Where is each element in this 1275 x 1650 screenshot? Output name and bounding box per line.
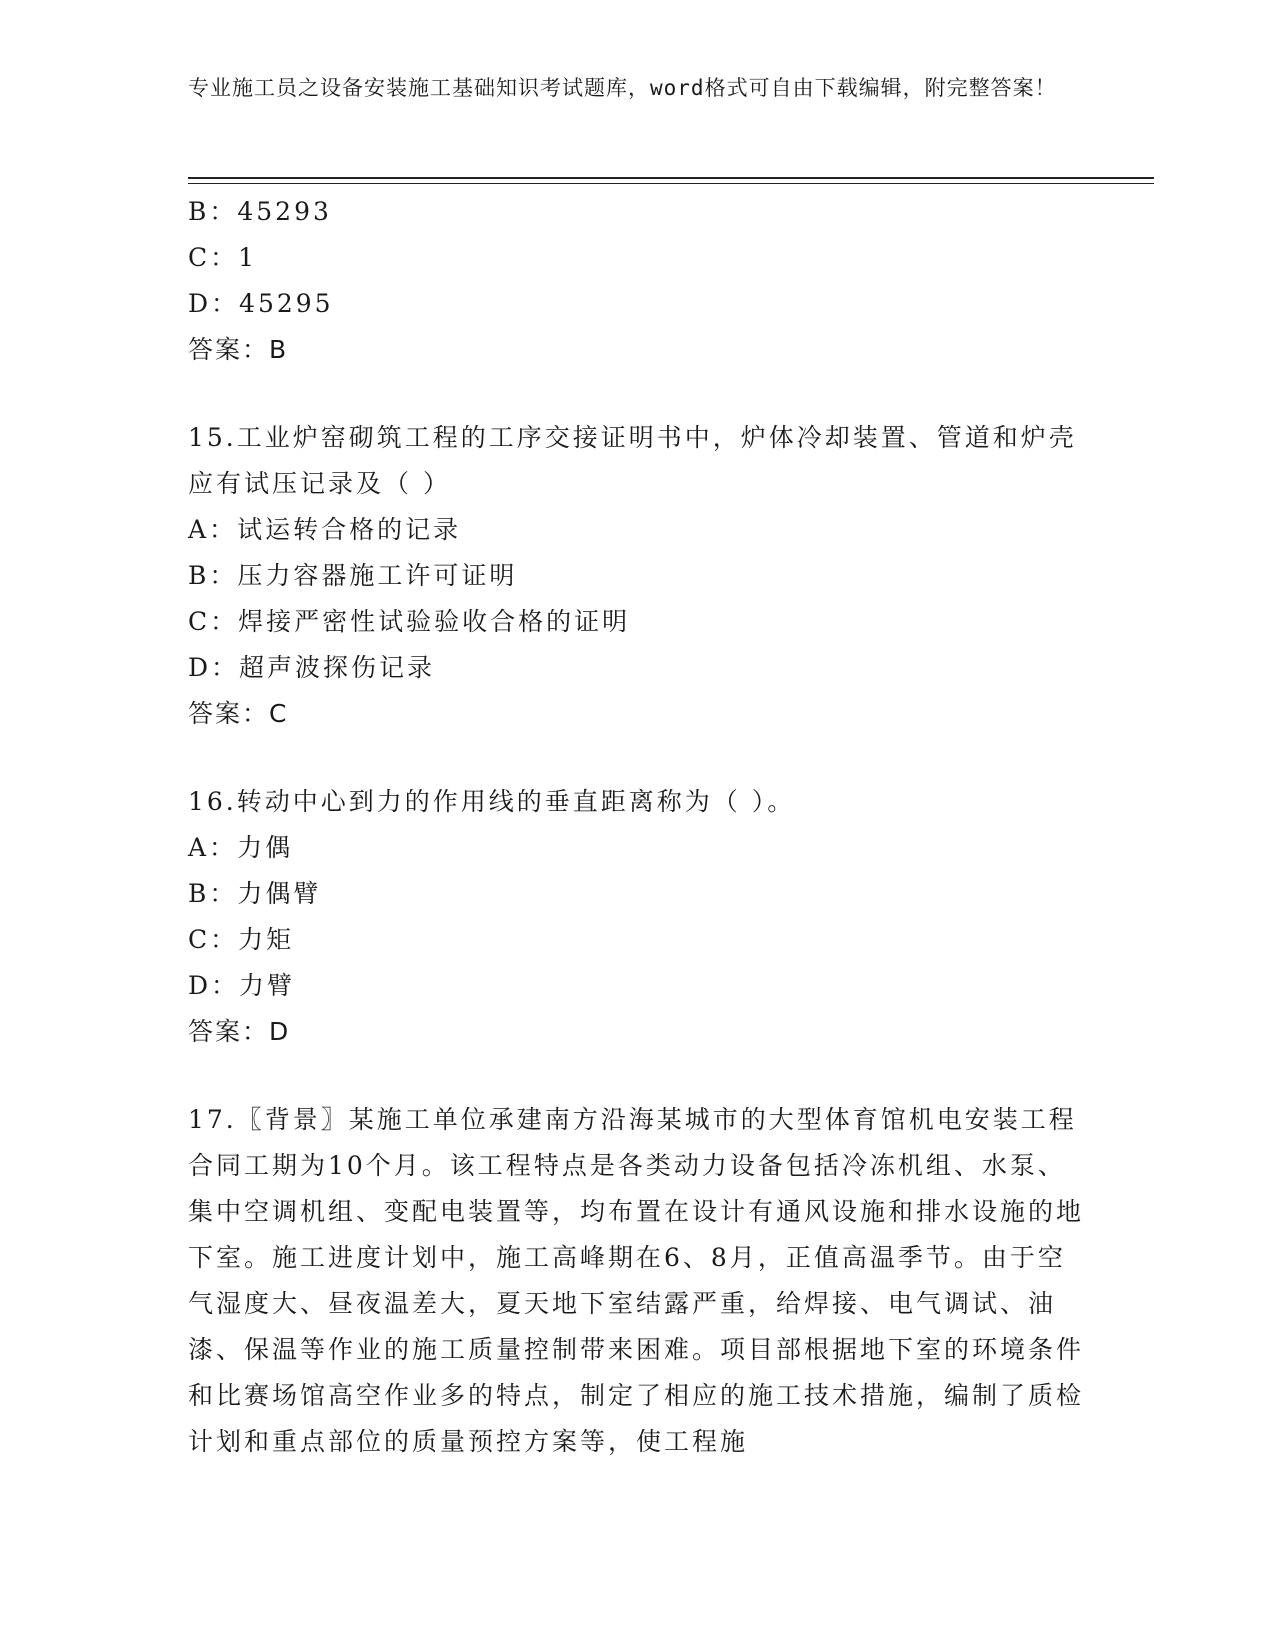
option-c — [188, 917, 1088, 963]
option-label: C： — [188, 607, 239, 636]
question-17 — [188, 1097, 1088, 1465]
option-text: 力偶臂 — [237, 879, 322, 908]
option-text: 力矩 — [238, 925, 295, 954]
option-label: D： — [188, 971, 240, 1000]
document-header: 专业施工员之设备安装施工基础知识考试题库，word格式可自由下载编辑，附完整答案！ — [188, 76, 1057, 100]
option-text: 焊接严密性试验验收合格的证明 — [238, 607, 631, 636]
option-text: 超声波探伤记录 — [239, 653, 436, 682]
option-text: 试运转合格的记录 — [237, 515, 462, 544]
option-label: A： — [188, 515, 238, 544]
option-label: D： — [188, 289, 240, 318]
option-label: B： — [188, 879, 238, 908]
option-d — [188, 281, 1088, 327]
option-a — [188, 507, 1088, 553]
option-label: B： — [188, 197, 238, 226]
option-text: 45295 — [239, 289, 334, 318]
answer: 答案：B — [188, 335, 289, 364]
option-b — [188, 553, 1088, 599]
question-14-tail — [188, 189, 1088, 373]
answer: 答案：D — [188, 1017, 291, 1046]
option-a — [188, 825, 1088, 871]
header-divider-thin — [188, 183, 1154, 184]
spacer — [188, 373, 1088, 415]
option-label: B： — [188, 561, 238, 590]
header-divider — [188, 177, 1154, 179]
answer: 答案：C — [188, 699, 289, 728]
spacer — [188, 737, 1088, 779]
option-text: 力偶 — [237, 833, 294, 862]
option-b — [188, 189, 1088, 235]
option-text: 力臂 — [239, 971, 296, 1000]
question-15 — [188, 415, 1088, 737]
question-16 — [188, 779, 1088, 1055]
question-text: 16.转动中心到力的作用线的垂直距离称为（ ）。 — [188, 787, 796, 816]
option-text: 45293 — [237, 197, 332, 226]
question-text: 15.工业炉窑砌筑工程的工序交接证明书中，炉体冷却装置、管道和炉壳应有试压记录及（ ） — [188, 423, 1077, 498]
option-label: A： — [188, 833, 238, 862]
option-b — [188, 871, 1088, 917]
option-label: D： — [188, 653, 240, 682]
option-text: 1 — [238, 243, 258, 272]
question-content — [188, 189, 1088, 1465]
option-d — [188, 645, 1088, 691]
option-c — [188, 599, 1088, 645]
option-text: 压力容器施工许可证明 — [237, 561, 518, 590]
option-c — [188, 235, 1088, 281]
option-d — [188, 963, 1088, 1009]
option-label: C： — [188, 243, 239, 272]
spacer — [188, 1055, 1088, 1097]
option-label: C： — [188, 925, 239, 954]
question-text: 17.〖背景〗某施工单位承建南方沿海某城市的大型体育馆机电安装工程合同工期为10个月。该工程特点是各类动力设备包括冷冻机组、水泵、集中空调机组、变配电装置等，均布置在设计有通风设施和排水设施的地下室。施工进度计划中，施工高峰期在6、8月，正值高温季节。由于空气湿度大、昼夜温差大，夏天地下室结露严重，给焊接、电气调试、油漆、保温等作业的施工质量控制带来困难。项目部根据地下室的环境条件和比赛场馆高空作业多的特点，制定了相应的施工技术措施，编制了质检计划和重点部位的质量预控方案等，使工程施 — [188, 1105, 1085, 1456]
